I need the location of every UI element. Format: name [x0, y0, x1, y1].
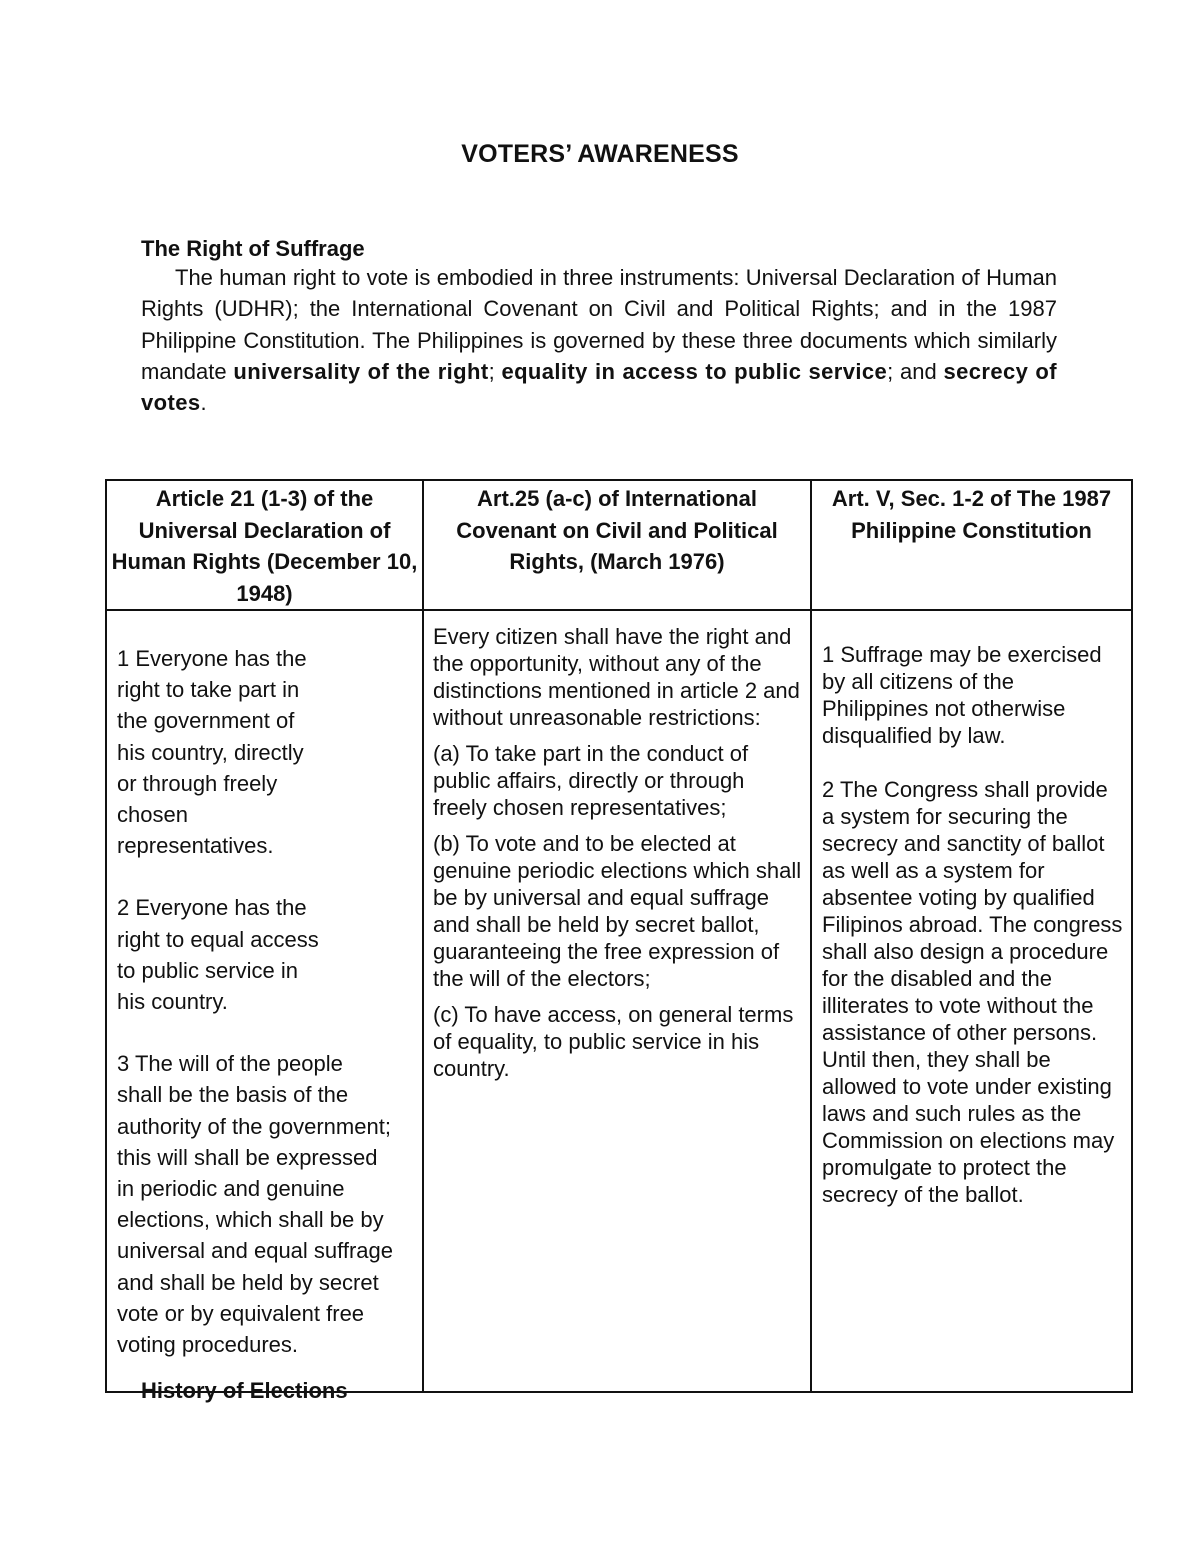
- iccpr-item-c: (c) To have access, on general terms of equality, to public service in his country.: [433, 1002, 794, 1081]
- constitution-section-2: 2 The Congress shall provide a system for securing the secrecy and sanctity of ballot as well as a system for absentee voting by qualified Filipinos abroad. The congress shall also design a procedure for the disabled and the illiterates to vote without the assistance of other persons. Until then, they shall be allowed to vote under existing laws and such rules as the Commission on elections may promulgate to protect the secrecy of the ballot.: [822, 777, 1123, 1207]
- intro-text-4: .: [200, 390, 207, 416]
- rights-comparison-table: [105, 479, 1133, 1393]
- iccpr-item-a: (a) To take part in the conduct of public affairs, directly or through freely chosen representatives;: [433, 741, 749, 820]
- table-header-row: [106, 480, 1132, 610]
- udhr-item-1: 1 Everyone has the right to take part in the government of his country, directly or through freely chosen representatives.: [117, 646, 307, 859]
- cell-constitution: [811, 610, 1132, 1392]
- iccpr-intro: Every citizen shall have the right and the opportunity, without any of the distinctions mentioned in article 2 and without unreasonable restrictions:: [433, 624, 800, 730]
- constitution-section-1: 1 Suffrage may be exercised by all citizens of the Philippines not otherwise disqualified by law.: [822, 642, 1102, 748]
- intro-bold-secrecy: secrecy of votes: [141, 358, 1057, 416]
- intro-text-1: The human right to vote is embodied in three instruments: Universal Declaration of Human Rights (UDHR); the International Covenant on Civil and Political Rights; and in the 1987 Philippine Constitution. The Philippines is governed by these three documents which similarly mandate: [141, 265, 1057, 384]
- cell-udhr: [106, 610, 423, 1392]
- header-iccpr: Art.25 (a-c) of International Covenant on Civil and Political Rights, (March 1976): [423, 480, 811, 610]
- intro-paragraph: [141, 262, 1057, 418]
- intro-bold-universality: universality of the right: [233, 358, 489, 384]
- table-body-row: [106, 610, 1132, 1392]
- section-heading-right-of-suffrage: The Right of Suffrage: [141, 236, 365, 261]
- cell-iccpr: [423, 610, 811, 1392]
- udhr-item-3: 3 The will of the people shall be the basis of the authority of the government; this will shall be expressed in periodic and genuine elections, which shall be by universal and equal suffrage and shall be held by secret vote or by equivalent free voting procedures.: [117, 1051, 394, 1358]
- intro-text-2: ;: [488, 358, 502, 384]
- udhr-item-2: 2 Everyone has the right to equal access to public service in his country.: [117, 895, 319, 1015]
- header-udhr: Article 21 (1-3) of the Universal Declaration of Human Rights (December 10, 1948): [106, 480, 423, 610]
- section-heading-history-of-elections: History of Elections: [141, 1378, 348, 1403]
- iccpr-item-b: (b) To vote and to be elected at genuine periodic elections which shall be by universal and equal suffrage and shall be held by secret ballot, guaranteeing the free expression of the will of the electors;: [433, 831, 802, 991]
- header-constitution: Art. V, Sec. 1-2 of The 1987 Philippine Constitution: [811, 480, 1132, 610]
- intro-text-3: ; and: [887, 358, 944, 384]
- page-title: VOTERS’ AWARENESS: [461, 140, 739, 168]
- intro-bold-equality: equality in access to public service: [501, 358, 888, 384]
